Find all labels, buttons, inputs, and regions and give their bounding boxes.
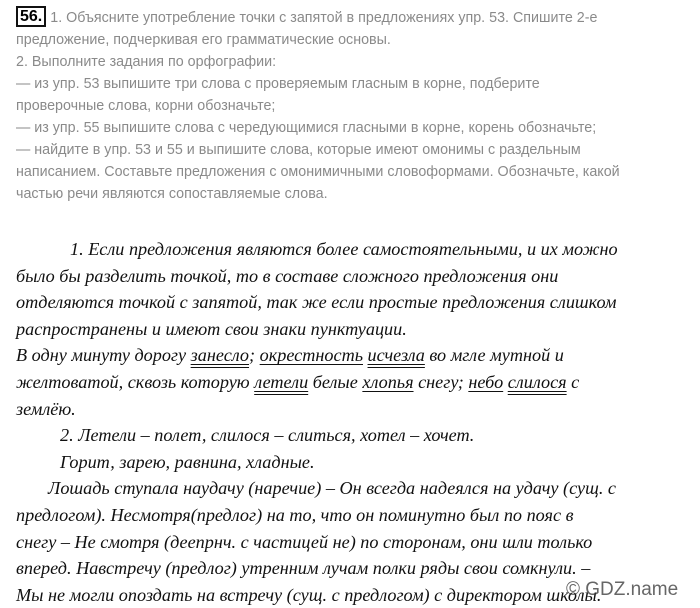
task-line: предложение, подчеркивая его грамматические основы. — [16, 32, 391, 48]
answer-line: Горит, зарею, равнина, хладные. — [60, 451, 315, 472]
exercise-task — [16, 6, 688, 205]
answer-line: Лошадь ступала наудачу (наречие) – Он всегда надеялся на удачу (сущ. с — [48, 478, 616, 499]
predicate-word: летели — [254, 371, 309, 392]
task-line: 2. Выполните задания по орфографии: — [16, 54, 277, 70]
subject-word: хлопья — [362, 371, 414, 392]
text-run: с — [566, 371, 580, 392]
subject-word: небо — [468, 371, 504, 392]
answer-line: 1. Если предложения являются более самостоятельными, и их можно — [70, 239, 618, 259]
answer-line: предлогом). Несмотря(предлог) на то, что он поминутно был по пояс в — [16, 504, 574, 525]
task-line: частью речи являются сопоставляемые слова. — [16, 186, 328, 202]
task-line: — найдите в упр. 53 и 55 и выпишите слова, которые имеют омонимы с раздельным — [16, 142, 581, 158]
example-sentence-line: землёю. — [16, 398, 76, 419]
answer-line: Мы не могли опоздать на встречу (сущ. с предлогом) с директором школы. — [16, 584, 602, 605]
answer-line: распространены и имеют свои знаки пунктуации. — [16, 318, 407, 339]
predicate-word: слилося — [507, 371, 567, 392]
task-line — [16, 6, 688, 29]
answer-line: 2. Летели – полет, слилося – слиться, хотел – хочет. — [60, 425, 475, 446]
text-run: ; — [249, 345, 260, 366]
predicate-word: исчезла — [367, 345, 425, 366]
exercise-number: 56. — [16, 6, 46, 27]
text-run: во мгле мутной и — [424, 345, 564, 366]
task-line: написанием. Составьте предложения с омонимичными словоформами. Обозначьте, какой — [16, 164, 620, 180]
subject-word: окрестность — [259, 345, 363, 366]
text-run: снегу; — [413, 371, 469, 392]
answer-line: было бы разделить точкой, то в составе сложного предложения они — [16, 265, 559, 286]
task-line: проверочные слова, корни обозначьте; — [16, 98, 276, 114]
example-sentence-line — [16, 369, 700, 396]
answer-line: вперед. Навстречу (предлог) утренним лучам полки ряды свои сомкнули. – — [16, 558, 591, 579]
watermark: © GDZ.name — [566, 579, 679, 600]
task-text: 1. Объясните употребление точки с запятой в предложениях упр. 53. Спишите 2-е — [50, 10, 598, 26]
exercise-answer — [16, 236, 700, 608]
text-run: В одну минуту дорогу — [16, 345, 191, 366]
example-sentence-line — [16, 342, 700, 369]
answer-line: снегу – Не смотря (деепрнч. с частицей не) по сторонам, они шли только — [16, 531, 593, 552]
answer-line: отделяются точкой с запятой, так же если простые предложения слишком — [16, 292, 617, 313]
task-line: — из упр. 55 выпишите слова с чередующимися гласными в корне, корень обозначьте; — [16, 120, 597, 136]
text-run: желтоватой, сквозь которую — [16, 371, 255, 392]
task-line: — из упр. 53 выпишите три слова с проверяемым гласным в корне, подберите — [16, 76, 540, 92]
predicate-word: занесло — [190, 345, 250, 366]
text-run: белые — [308, 371, 363, 392]
